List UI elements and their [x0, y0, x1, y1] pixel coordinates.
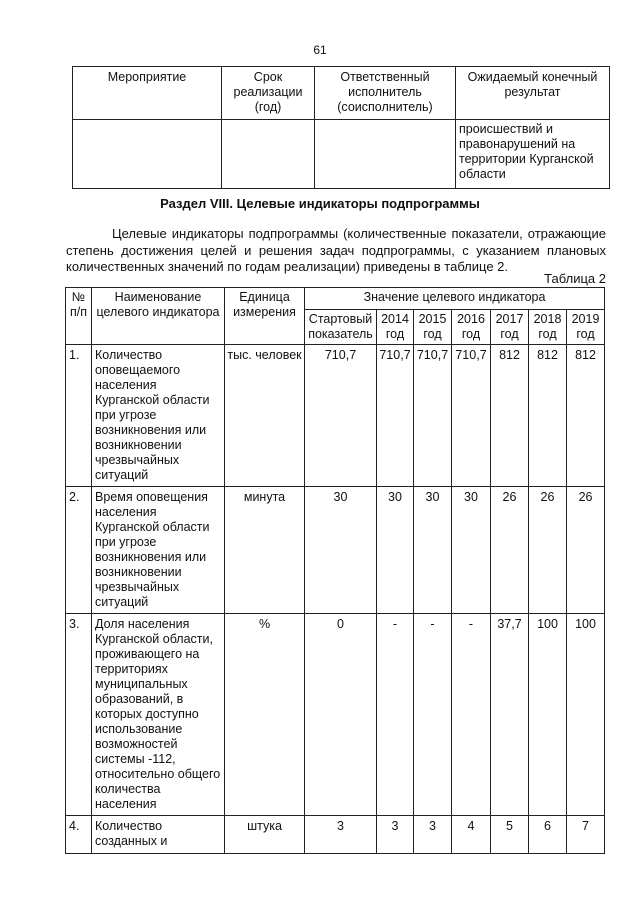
header-unit: Единица измерения: [225, 288, 305, 345]
header-year-2015: 2015 год: [414, 310, 452, 345]
cell-name: Доля населения Курганской области, проживающего на территориях муниципальных образований, в которых доступно использование возможностей системы -112, относительно общего количества населения: [92, 614, 225, 816]
cell-start: 3: [305, 816, 377, 854]
header-value-group: Значение целевого индикатора: [305, 288, 605, 310]
activities-table-continuation: [72, 66, 610, 189]
header-year-2019: 2019 год: [567, 310, 605, 345]
table-header-row: [66, 288, 605, 310]
cell-term: [222, 120, 315, 189]
cell-name: Время оповещения населения Курганской области при угрозе возникновения или возникновении чрезвычайных ситуаций: [92, 487, 225, 614]
cell-unit: штука: [225, 816, 305, 854]
header-name: Наименование целевого индикатора: [92, 288, 225, 345]
cell-2014: 3: [377, 816, 414, 854]
cell-start: 0: [305, 614, 377, 816]
header-year-2014: 2014 год: [377, 310, 414, 345]
header-responsible: Ответственный исполнитель (соисполнитель): [315, 67, 456, 120]
cell-2019: 7: [567, 816, 605, 854]
table-row: [66, 345, 605, 487]
cell-2016: -: [452, 614, 491, 816]
intro-paragraph: [66, 226, 606, 276]
section-title: Раздел VIII. Целевые индикаторы подпрограммы: [160, 196, 480, 211]
cell-2017: 37,7: [491, 614, 529, 816]
cell-2014: -: [377, 614, 414, 816]
table-header-row: [73, 67, 610, 120]
cell-num: 2.: [66, 487, 92, 614]
cell-2019: 100: [567, 614, 605, 816]
cell-2017: 26: [491, 487, 529, 614]
cell-2016: 710,7: [452, 345, 491, 487]
intro-paragraph-text: Целевые индикаторы подпрограммы (количественные показатели, отражающие степень достижения целей и решения задач подпрограммы, с указанием плановых количественных значений по годам реализации) приведены в таблице 2.: [66, 226, 606, 274]
header-year-2017: 2017 год: [491, 310, 529, 345]
cell-2019: 26: [567, 487, 605, 614]
cell-activity: [73, 120, 222, 189]
cell-2015: 30: [414, 487, 452, 614]
cell-start: 710,7: [305, 345, 377, 487]
cell-2016: 4: [452, 816, 491, 854]
cell-unit: %: [225, 614, 305, 816]
cell-2019: 812: [567, 345, 605, 487]
cell-expected-result: происшествий и правонарушений на территории Курганской области: [456, 120, 610, 189]
cell-num: 4.: [66, 816, 92, 854]
cell-2018: 6: [529, 816, 567, 854]
table-row: [73, 120, 610, 189]
cell-2015: -: [414, 614, 452, 816]
cell-num: 1.: [66, 345, 92, 487]
indicator-table: [65, 287, 605, 854]
cell-start: 30: [305, 487, 377, 614]
cell-2017: 812: [491, 345, 529, 487]
cell-unit: тыс. человек: [225, 345, 305, 487]
cell-2015: 710,7: [414, 345, 452, 487]
header-year-2016: 2016 год: [452, 310, 491, 345]
header-term: Срок реализации (год): [222, 67, 315, 120]
cell-2015: 3: [414, 816, 452, 854]
header-start: Стартовый показатель: [305, 310, 377, 345]
cell-2017: 5: [491, 816, 529, 854]
cell-2018: 26: [529, 487, 567, 614]
header-activity: Мероприятие: [73, 67, 222, 120]
page-number: 61: [313, 43, 327, 57]
cell-2014: 710,7: [377, 345, 414, 487]
header-year-2018: 2018 год: [529, 310, 567, 345]
cell-2018: 812: [529, 345, 567, 487]
cell-num: 3.: [66, 614, 92, 816]
cell-2016: 30: [452, 487, 491, 614]
table-row: [66, 614, 605, 816]
cell-2014: 30: [377, 487, 414, 614]
cell-name: Количество созданных и: [92, 816, 225, 854]
cell-2018: 100: [529, 614, 567, 816]
cell-unit: минута: [225, 487, 305, 614]
table-caption: Таблица 2: [544, 271, 606, 286]
cell-name: Количество оповещаемого населения Курганской области при угрозе возникновения или возникновении чрезвычайных ситуаций: [92, 345, 225, 487]
table-row: [66, 487, 605, 614]
header-num: № п/п: [66, 288, 92, 345]
table-row: [66, 816, 605, 854]
header-expected-result: Ожидаемый конечный результат: [456, 67, 610, 120]
cell-responsible: [315, 120, 456, 189]
